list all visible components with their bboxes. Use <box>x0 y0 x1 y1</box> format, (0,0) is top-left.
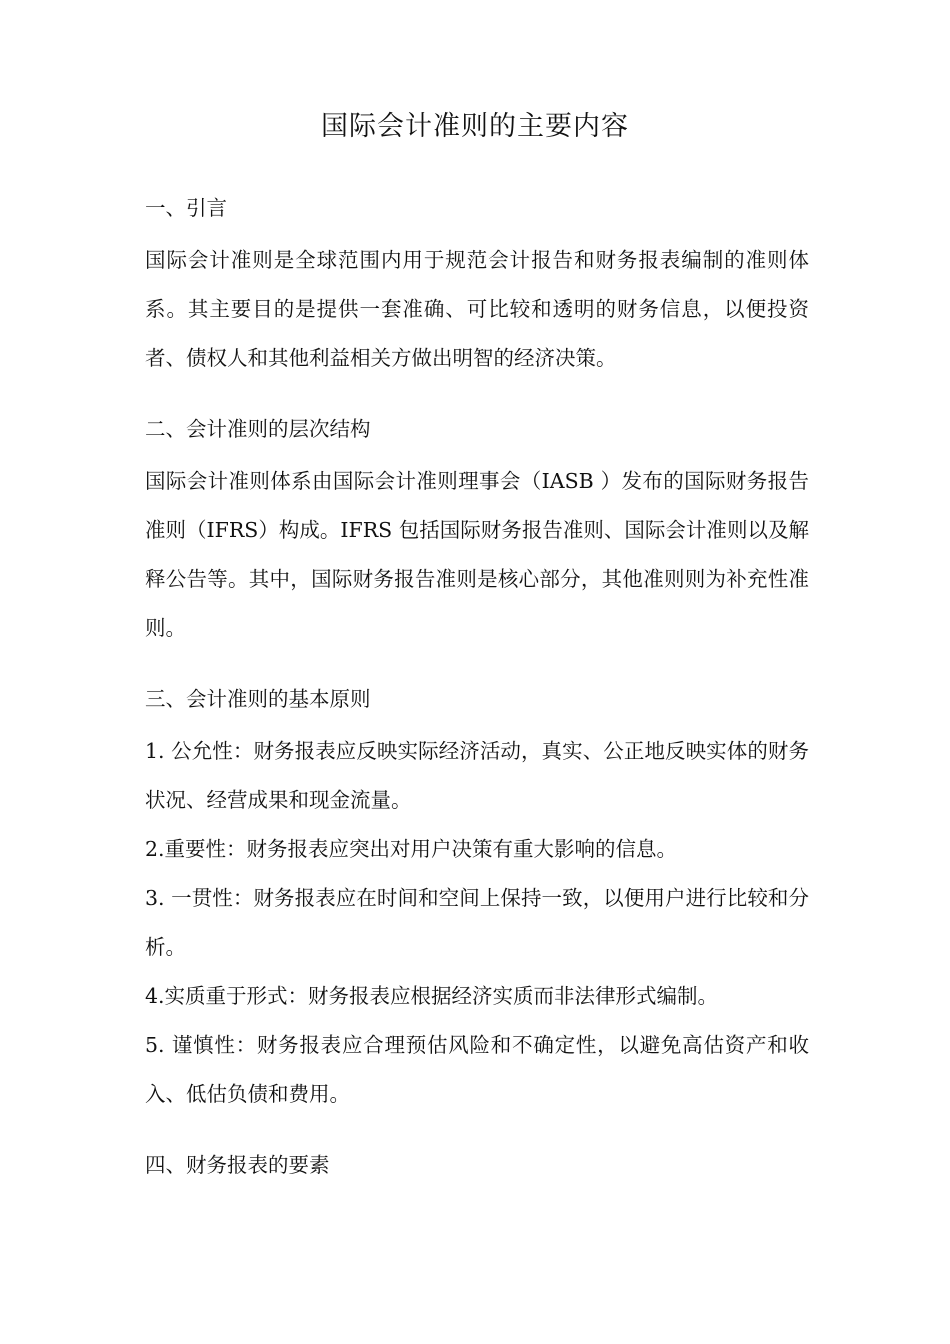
section-heading: 三、会计准则的基本原则 <box>145 687 371 711</box>
list-item: 5. 谨慎性：财务报表应合理预估风险和不确定性，以避免高估资产和收入、低估负债和费用。 <box>145 1033 809 1106</box>
section-introduction <box>145 188 809 383</box>
section-heading: 二、会计准则的层次结构 <box>145 417 371 441</box>
list-item: 3. 一贯性：财务报表应在时间和空间上保持一致，以便用户进行比较和分析。 <box>145 886 809 959</box>
document-body <box>145 188 809 1211</box>
paragraph: 国际会计准则体系由国际会计准则理事会（IASB ）发布的国际财务报告准则（IFRS）构成。IFRS 包括国际财务报告准则、国际会计准则以及解释公告等。其中，国际财务报告准则是核心部分，其他准则则为补充性准则。 <box>145 469 809 640</box>
section-hierarchy <box>145 409 809 653</box>
list-item: 1. 公允性：财务报表应反映实际经济活动，真实、公正地反映实体的财务状况、经营成果和现金流量。 <box>145 739 809 812</box>
document-title: 国际会计准则的主要内容 <box>321 111 629 142</box>
section-basic-principles <box>145 679 809 1119</box>
paragraph: 国际会计准则是全球范围内用于规范会计报告和财务报表编制的准则体系。其主要目的是提供一套准确、可比较和透明的财务信息，以便投资者、债权人和其他利益相关方做出明智的经济决策。 <box>145 248 809 370</box>
section-heading: 一、引言 <box>145 196 227 220</box>
section-heading: 四、财务报表的要素 <box>145 1153 330 1177</box>
section-statement-elements <box>145 1145 809 1185</box>
list-item: 4.实质重于形式：财务报表应根据经济实质而非法律形式编制。 <box>145 984 719 1008</box>
list-item: 2.重要性：财务报表应突出对用户决策有重大影响的信息。 <box>145 837 678 861</box>
